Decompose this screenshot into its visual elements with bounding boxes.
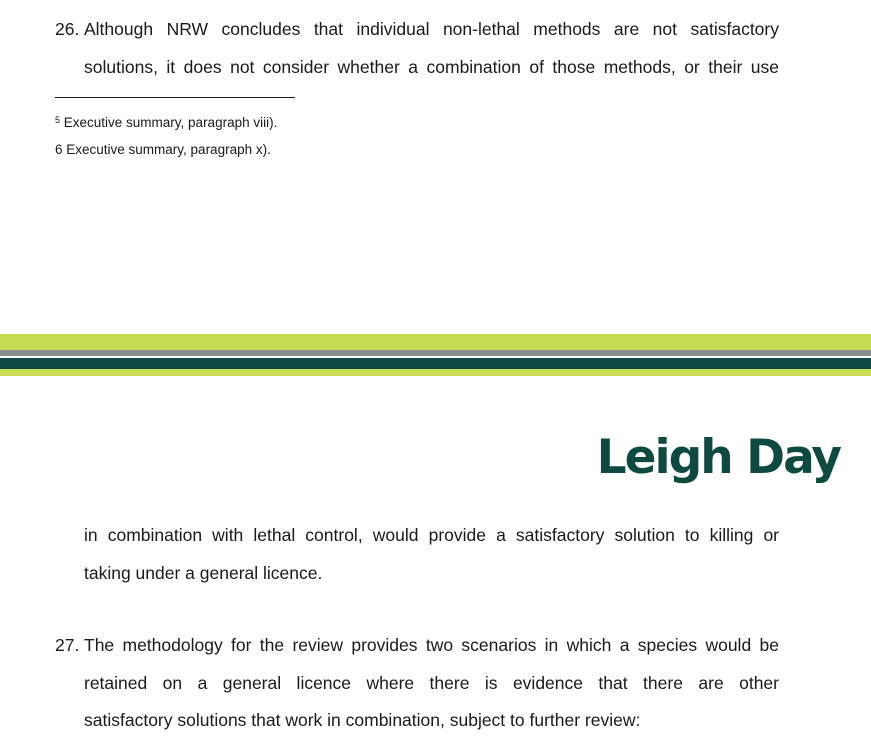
paragraph-26-continued-line-1: in combination with lethal control, would provide a satisfactory solution to killing or xyxy=(84,525,779,545)
paragraph-27-text xyxy=(84,627,779,740)
paragraph-26-continued xyxy=(84,517,779,592)
header-band-lime-top xyxy=(0,334,871,350)
footnote-5-text: Executive summary, paragraph viii). xyxy=(60,115,278,130)
leigh-day-logo: Leigh Day xyxy=(596,430,840,485)
footnote-6-text: Executive summary, paragraph x). xyxy=(62,142,271,157)
paragraph-26-line-2: solutions, it does not consider whether a combination of those methods, or their use xyxy=(84,56,779,77)
paragraph-number-26: 26. xyxy=(55,19,80,39)
footnote-6-marker: 6 xyxy=(55,142,63,157)
footnote-separator xyxy=(55,97,295,98)
paragraph-27-line-2: retained on a general licence where there is evidence that there are other xyxy=(84,672,779,693)
header-band-lime-bottom xyxy=(0,369,871,376)
footnote-5 xyxy=(55,111,277,132)
footnote-5-marker: 5 xyxy=(55,115,61,125)
footnote-6 xyxy=(55,141,271,159)
paragraph-27-line-1: The methodology for the review provides two scenarios in which a species would be xyxy=(84,635,779,655)
paragraph-27-line-3: satisfactory solutions that work in combination, subject to further review: xyxy=(84,710,641,730)
paragraph-number-27: 27. xyxy=(55,635,80,655)
header-band-teal xyxy=(0,358,871,369)
paragraph-26-line-1: Although NRW concludes that individual non-lethal methods are not satisfactory xyxy=(84,19,779,39)
paragraph-26-text xyxy=(84,11,779,86)
paragraph-26-continued-line-2: taking under a general licence. xyxy=(84,562,323,583)
